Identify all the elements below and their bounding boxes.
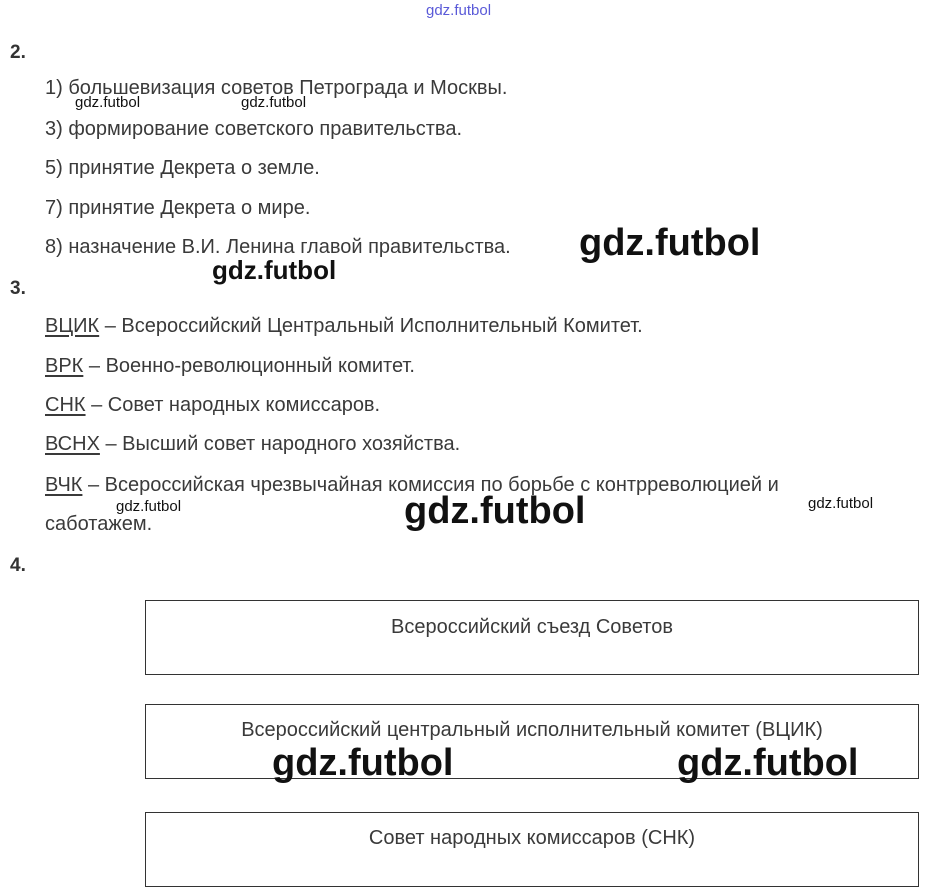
def-vsnh: – Высший совет народного хозяйства. xyxy=(99,433,461,455)
q2-item-8: 8) назначение В.И. Ленина главой правительства. xyxy=(45,236,511,258)
def-vchk: – Всероссийская чрезвычайная комиссия по борьбе с контрреволюцией и xyxy=(82,474,779,496)
box-congress-label: Всероссийский съезд Советов xyxy=(391,616,673,638)
box-vtsik-label: Всероссийский центральный исполнительный комитет (ВЦИК) xyxy=(241,719,823,741)
q2-item-5: 5) принятие Декрета о земле. xyxy=(45,157,320,179)
abbr-snk: СНК xyxy=(45,394,86,416)
def-snk: – Совет народных комиссаров. xyxy=(85,394,381,416)
watermark-medium: gdz.futbol xyxy=(212,255,337,285)
watermark-small: gdz.futbol xyxy=(75,94,141,111)
box-congress-of-soviets xyxy=(145,600,919,675)
watermark-large: gdz.futbol xyxy=(677,742,859,784)
abbr-vsnh: ВСНХ xyxy=(45,433,100,455)
watermark-small: gdz.futbol xyxy=(116,498,182,515)
watermark-small: gdz.futbol xyxy=(241,94,307,111)
abbr-vtsik: ВЦИК xyxy=(45,315,100,337)
question-2-number: 2. xyxy=(10,42,26,63)
q2-item-7: 7) принятие Декрета о мире. xyxy=(45,197,311,219)
box-snk xyxy=(145,812,919,887)
q3-item-vsnh xyxy=(45,433,460,456)
box-snk-label: Совет народных комиссаров (СНК) xyxy=(368,827,696,849)
question-4-number: 4. xyxy=(10,555,26,576)
question-3-number: 3. xyxy=(10,278,26,299)
q3-item-vtsik xyxy=(45,315,643,338)
abbr-vrk: ВРК xyxy=(45,355,84,377)
watermark-top: gdz.futbol xyxy=(426,2,492,19)
watermark-small: gdz.futbol xyxy=(808,495,874,512)
q3-item-vchk-cont: саботажем. xyxy=(45,513,153,535)
q3-item-snk xyxy=(45,394,380,417)
def-vtsik: – Всероссийский Центральный Исполнительный Комитет. xyxy=(99,315,643,337)
abbr-vchk: ВЧК xyxy=(45,474,83,496)
def-vrk: – Военно-революционный комитет. xyxy=(83,355,415,377)
watermark-large: gdz.futbol xyxy=(404,490,586,532)
q2-item-1: 1) большевизация советов Петрограда и Москвы. xyxy=(45,77,508,99)
q2-item-3: 3) формирование советского правительства. xyxy=(45,118,463,140)
watermark-large: gdz.futbol xyxy=(272,742,454,784)
q3-item-vrk xyxy=(45,355,415,378)
watermark-large: gdz.futbol xyxy=(579,222,761,264)
